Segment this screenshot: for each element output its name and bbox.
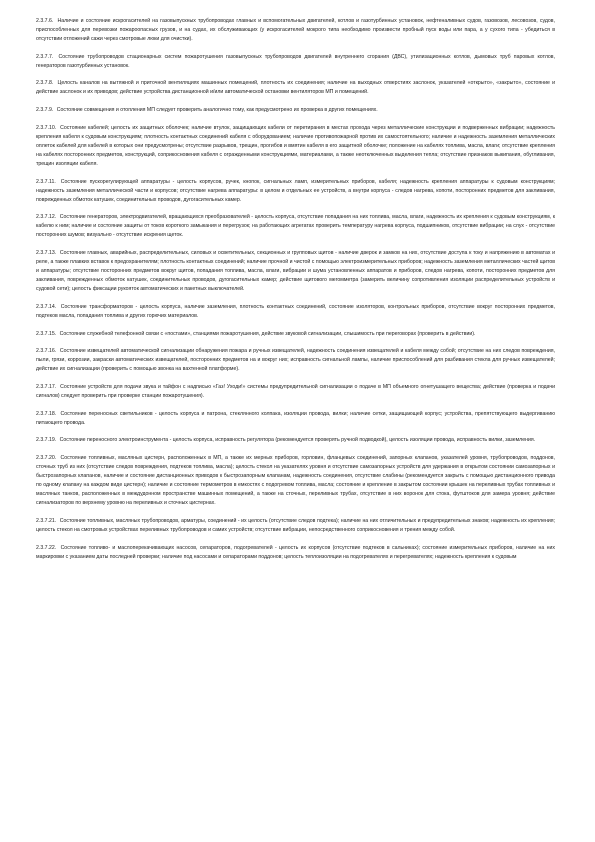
clause-number: 2.3.7.10. xyxy=(36,124,57,131)
paragraph xyxy=(36,330,555,339)
clause-text: Целость каналов на вытяжной и приточной вентиляциях машинных помещений, плотность их соединения; наличие на выходных отверстиях заслонок, указателей «открыто», «закрыто», состояние и действие заслонок и их приводов; действие устройства дистанционной и/или автоматической остановки вентиляторов МП и помещений. xyxy=(36,80,555,96)
paragraph xyxy=(36,347,555,374)
paragraph xyxy=(36,124,555,169)
clause-number: 2.3.7.8. xyxy=(36,80,54,87)
paragraph xyxy=(36,249,555,294)
paragraph xyxy=(36,454,555,508)
paragraph xyxy=(36,79,555,97)
clause-number: 2.3.7.13. xyxy=(36,250,57,257)
clause-text: Состояние генераторов, электродвигателей, вращающихся преобразователей - целость корпуса, отсутствие попадания на них топлива, масла, влаги, надежность их крепления к судовым конструкциям, к кабелю к ним; наличие и состояние защиты от токов короткого замыкания и перегрузок; на работающих агрегатах проверить температуру нагрева корпуса, подшипников, отсутствие вибрации; на слух - отсутствие посторонних шумов; визуально - отсутствие искрения щеток. xyxy=(36,214,555,239)
clause-number: 2.3.7.6. xyxy=(36,18,54,24)
clause-number: 2.3.7.22. xyxy=(36,544,57,551)
paragraph xyxy=(36,517,555,535)
paragraph xyxy=(36,53,555,71)
clause-text: Состояние топливо- и маслоперекачивающих насосов, сепараторов, подогревателей - целость их корпусов (отсутствие подтеков в сальниках); состояние измерительных приборов, наличие на них маркировки с указанием даты последней проверки; наличие под насосами и сепараторами поддонов; целость теплоизоляции на подогревателях и перегревателях; надежность крепления к судовым xyxy=(36,544,555,560)
clause-number: 2.3.7.20. xyxy=(36,454,57,461)
clause-text: Состояние устройств для подачи звука и тайфон с надписью «Газ! Уходи!» системы предупредительной сигнализации о подаче в МП объемного огнетушащего вещества; действие (проверка и подачи сигналов) следует проверить при проверке станции пожаротушения). xyxy=(36,383,555,399)
clause-number: 2.3.7.18. xyxy=(36,410,57,417)
paragraph xyxy=(36,544,555,562)
clause-number: 2.3.7.14. xyxy=(36,303,57,310)
paragraph xyxy=(36,303,555,321)
clause-text: Состояние трансформаторов - целость корпуса, наличие заземления, плотность контактных соединений, состояние изоляторов, контрольных приборов, отсутствие вокруг посторонних предметов, подтеков масла, попадания топлива и других горючих материалов. xyxy=(36,303,555,319)
clause-number: 2.3.7.17. xyxy=(36,383,57,390)
clause-number: 2.3.7.21. xyxy=(36,517,57,524)
clause-text: Состояние топливных, масляных трубопроводов, арматуры, соединений - их целость (отсутствие следов подтека); наличие на них отличительных и предупредительных знаков; надежность их крепления; целость стекол на смотровых устройствах переливных трубопроводов и самих устройств; отсутствие вибрации, непосредственного соприкосновения и трения между собой. xyxy=(36,517,555,533)
clause-text: Состояние топливных, масляных цистерн, расположенных в МП, а также их мерных приборов, горловин, фланцевых соединений, запорных клапанов, указателей уровня, трубопроводов, поддонов, сточных труб из них (отсутствие следов повреждения, подтеков топлива, масла); целость стекол на указателях уровня и отсутствие самозапорных устройств для удержания в открытом состоянии самозапорных и быстрозапорных клапанов, наличие и состояние дистанционных приводов к быстрозапорным клапанам, надежность соединения, отсутствие слабины (рекомендуется закрыть с помощью дистанционного привода по одному клапану на каждом виде цистерн); наличие и состояние термометров в емкостях с подогревом топлива, масла; состояние и крепление в закрытом состоянии крышек на переливных трубах топливных и масляных танков, расположенных в междудонном пространстве машинных помещений, а также на сточных, переливных трубах, отсутствие в них воронок для стока, футштоков для замера уровня; действие сигнализаторов по верхнему уровню на переливных и сточных цистернах. xyxy=(36,454,555,507)
clause-number: 2.3.7.7. xyxy=(36,53,54,60)
clause-number: 2.3.7.11. xyxy=(36,178,56,185)
paragraph xyxy=(36,213,555,240)
clause-text: Состояние переносного электроинструмента - целость корпуса, исправность регулятора (рекомендуется проверять ручной подводкой), целость изоляции провода, исправность вилки, заземления. xyxy=(59,437,536,444)
clause-text: Состояние извещателей автоматической сигнализации обнаружения пожара и ручных извещателей, надежность соединения извещателей и кабеля между собой; отсутствие на них следов повреждения, пыли, грязи, коррозии, закраски автоматических извещателей, посторонних предметов на и вокруг них; исправность сигнальной лампы, наличие приспособлений для разбивания стекла для ручных извещателей; действие их сигнализации (проверить с помощью звонка на вахтенной платформе). xyxy=(36,348,555,373)
clause-text: Состояние переносных светильников - целость корпуса и патрона, стеклянного колпака, изоляции провода, вилки; наличие сетки, защищающей корпус; устройства, препятствующего выдергиванию питающего провода. xyxy=(36,410,555,426)
clause-number: 2.3.7.19. xyxy=(36,437,57,444)
paragraph xyxy=(36,383,555,401)
paragraph xyxy=(36,436,555,445)
paragraph xyxy=(36,178,555,205)
clause-number: 2.3.7.9. xyxy=(36,107,54,114)
paragraph xyxy=(36,410,555,428)
clause-text: Состояние совмещения и отопления МП следует проверить аналогично тому, как предусмотрено их проверка в других помещениях. xyxy=(56,107,378,114)
clause-number: 2.3.7.12. xyxy=(36,214,57,221)
clause-number: 2.3.7.16. xyxy=(36,348,57,355)
clause-text: Наличие и состояние искрогасителей на газовыпускных трубопроводах главных и вспомогательных двигателей, котлов и газотурбинных установок, нефтеналивных судов, газовозов, лесовозов, судов, приспособленных для перевозки пожароопасных грузов, и на судах, их обслуживающих (у искрогасителей мокрого типа необходимо произвести пробный пуск воды или пара, а у сухого типа - убедиться в отсутствии отложений сажи через смотровые люки для очистки). xyxy=(36,18,555,43)
clause-text: Состояние кабелей; целость их защитных оболочек; наличие втулок, защищающих кабели от перетирания в местах прохода через металлические конструкции и подверженных вибрации; надежность крепления кабеля к судовым конструкциям; плотность контактных соединений кабеля с оборудованием; наличие противопожарной против их самостоятельного; наличие и надежность заземления металлических оплеток кабелей для кабелей в которых они предусмотрены; отсутствие разрывов, трещин, прогибов и вмятин кабеля в его защитной оболочке; положение на кабелях топлива, масла, влаги; отсутствие крепления на кабелях посторонних предметов, конструкций, соприкосновения кабеля с огражденными конструкциями, материалами, а также неотключенных выделения тепла; отсутствие признаков выкипания, обугливания, трещин изоляции кабеля. xyxy=(36,124,555,167)
paragraph xyxy=(36,106,555,115)
clause-text: Состояние главных, аварийных, распределительных, силовых и осветительных, секционных и групповых щитов - наличие дверок и замков на них, отсутствие доступа к току и напряжению в автоматах и реле, а также плавких вставок к предохранителям; плотность контактных соединений; наличие прочной и чистой с помощью электроизмерительных приборов; надежность заземления металлических частей щитов и аппаратуры; отсутствие посторонних предметов вокруг щитов, попадания топлива, масла, влаги, вибрации и шума установленных аппаратов и приборов, следов нагрева, копоти, посторонних предметов для закливания, поврежденных обмоток катушек, соединительных проводов, дугогасительных камер; действие щитового мегомметра (замерить величину сопротивления изоляции распределительных устройств и судовой сети); целость фиксации рукояток автоматических и пакетных выключателей. xyxy=(36,250,555,293)
paragraph xyxy=(36,17,555,44)
clause-text: Состояние пускорегулирующей аппаратуры - целость корпусов, ручек, кнопок, сигнальных ламп, измерительных приборов, кабеля; надежность крепления аппаратуры к судовым конструкциям; надежность заземления металлической части и корпусов; отсутствие нагрева аппаратуры: в целом и отдельных ее устройств, а внутри корпуса - следов нагрева, копоти, посторонних предметов для закливания, поврежденных обмоток катушек, соединительных проводов, дугогасительных камер. xyxy=(36,178,555,203)
clause-number: 2.3.7.15. xyxy=(36,330,57,337)
clause-text: Состояние служебной телефонной связи с «постами», станциями пожаротушения, действие звуковой сигнализации, слышимость при переговорах (проверить в действии). xyxy=(59,330,476,337)
clause-text: Состояние трубопроводов стационарных систем пожаротушения газовыпускных трубопроводов двигателей внутреннего сгорания (ДВС), утилизационных котлов, дымовых труб паровых котлов, генераторов газотурбинных установок. xyxy=(36,53,555,69)
